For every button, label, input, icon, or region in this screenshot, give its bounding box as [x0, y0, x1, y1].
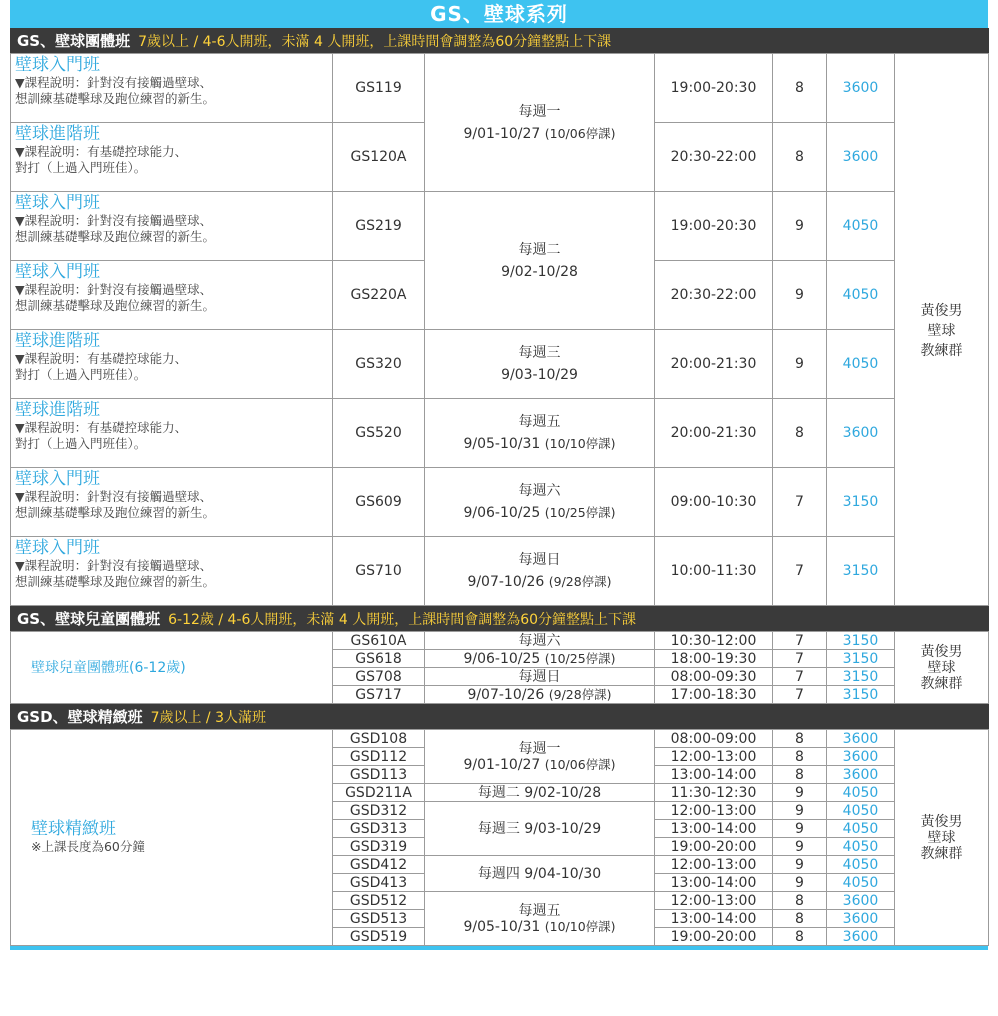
schedule-dates: 9/01-10/27: [463, 125, 541, 142]
course-cell: [11, 192, 333, 261]
course-description: 對打（上過入門班佳）。: [15, 436, 147, 451]
schedule-cell: [425, 537, 655, 606]
class-time: 10:30-12:00: [655, 632, 773, 650]
course-cell: [11, 261, 333, 330]
course-name-link[interactable]: 壁球入門班: [15, 193, 100, 213]
schedule-line: [425, 686, 655, 704]
session-count: 8: [773, 928, 827, 946]
course-code: GSD312: [333, 802, 425, 820]
price: 3600: [827, 766, 895, 784]
schedule-pause: (10/06停課): [544, 756, 616, 772]
session-count: 8: [773, 766, 827, 784]
class-time: 20:00-21:30: [655, 399, 773, 468]
price: 3600: [827, 892, 895, 910]
class-time: 17:00-18:30: [655, 686, 773, 704]
schedule-day: 每週一: [518, 740, 561, 757]
schedule-day: 每週六: [518, 483, 561, 499]
price: 3150: [827, 468, 895, 537]
course-code: GSD319: [333, 838, 425, 856]
table-row: [11, 192, 989, 261]
price: 4050: [827, 838, 895, 856]
schedule-pause: (9/28停課): [548, 574, 612, 589]
schedule-cell: [425, 892, 655, 946]
course-code: GSD112: [333, 748, 425, 766]
table-row: [11, 468, 989, 537]
session-count: 9: [773, 874, 827, 892]
schedule-day: 每週五: [518, 902, 561, 919]
class-time: 13:00-14:00: [655, 766, 773, 784]
group2-rows: [10, 631, 989, 704]
instructor-cell: [895, 730, 989, 946]
class-time: 19:00-20:30: [655, 192, 773, 261]
schedule-day: 每週日: [518, 668, 561, 685]
price: 3600: [827, 928, 895, 946]
price: 3600: [827, 123, 895, 192]
schedule-pause: (10/06停課): [544, 125, 616, 141]
course-code: GSD211A: [333, 784, 425, 802]
course-code: GS219: [333, 192, 425, 261]
group3-title: GSD、壁球精緻班: [17, 708, 143, 726]
schedule-dates-line: [425, 571, 654, 593]
session-count: 9: [773, 820, 827, 838]
course-description: 想訓練基礎擊球及跑位練習的新生。: [15, 229, 216, 244]
schedule-line: 每週三 9/03-10/29: [477, 820, 602, 837]
group2-title: GS、壁球兒童團體班: [17, 610, 161, 628]
price: 4050: [827, 856, 895, 874]
price: 3150: [827, 668, 895, 686]
course-code: GS320: [333, 330, 425, 399]
class-time: 08:00-09:00: [655, 730, 773, 748]
schedule-line: 每週二 9/02-10/28: [477, 784, 602, 801]
price: 3600: [827, 399, 895, 468]
price: 3150: [827, 686, 895, 704]
course-code: GSD313: [333, 820, 425, 838]
course-code: GS520: [333, 399, 425, 468]
schedule-pause: (10/10停課): [544, 436, 616, 451]
price: 4050: [827, 802, 895, 820]
class-time: 13:00-14:00: [655, 874, 773, 892]
schedule-pause: (10/10停課): [544, 918, 616, 934]
schedule-dates: 9/05-10/31: [463, 918, 541, 935]
schedule-cell: [425, 730, 655, 784]
schedule-dates: 9/06-10/25: [463, 505, 541, 521]
instructor-line: 教練群: [920, 675, 963, 692]
course-code: GSD519: [333, 928, 425, 946]
group3-note: 7歲以上 / 3人滿班: [150, 710, 267, 726]
table-row: [11, 537, 989, 606]
course-name-link[interactable]: 壁球入門班: [15, 538, 100, 558]
schedule-cell: [425, 399, 655, 468]
course-code: GSD513: [333, 910, 425, 928]
instructor-line: 教練群: [920, 342, 963, 359]
session-count: 7: [773, 537, 827, 606]
course-code: GSD512: [333, 892, 425, 910]
course-code: GS710: [333, 537, 425, 606]
group3-rows: [10, 729, 989, 946]
course-code: GS119: [333, 54, 425, 123]
class-time: 18:00-19:30: [655, 650, 773, 668]
group2-note: 6-12歲 / 4-6人開班，未滿 4 人開班，上課時間會調整為60分鐘整點上下課: [168, 612, 637, 628]
schedule-frame: [10, 0, 988, 950]
schedule-pause: (10/25停課): [544, 505, 616, 520]
class-time: 08:00-09:30: [655, 668, 773, 686]
course-code: GS610A: [333, 632, 425, 650]
course-description: ▼課程說明：針對沒有接觸過壁球、: [15, 558, 213, 573]
instructor-cell: [895, 632, 989, 704]
session-count: 7: [773, 632, 827, 650]
schedule-day: 每週一: [518, 103, 561, 120]
schedule-dates-line: [425, 433, 654, 455]
schedule-day: 每週日: [518, 552, 561, 568]
schedule-cell: [425, 784, 655, 802]
schedule-line: 每週四 9/04-10/30: [477, 865, 602, 882]
table-row: [11, 54, 989, 123]
course-code: GS120A: [333, 123, 425, 192]
session-count: 9: [773, 856, 827, 874]
course-description: 對打（上過入門班佳）。: [15, 160, 147, 175]
instructor-line: 壁球: [927, 829, 956, 846]
schedule-dates: 9/06-10/25: [463, 650, 541, 667]
instructor-line: 壁球: [927, 659, 956, 676]
session-count: 9: [773, 330, 827, 399]
course-description: 對打（上過入門班佳）。: [15, 367, 147, 382]
schedule-day: 每週二: [518, 241, 561, 258]
schedule-line: [425, 632, 655, 650]
table-row: [11, 730, 989, 748]
class-time: 19:00-20:00: [655, 838, 773, 856]
course-code: GS618: [333, 650, 425, 668]
course-code: GSD113: [333, 766, 425, 784]
price: 3600: [827, 54, 895, 123]
group1-header: [11, 29, 989, 53]
course-name-link[interactable]: 壁球兒童團體班(6-12歲): [11, 632, 333, 704]
group2-header: [11, 607, 989, 631]
course-description: ▼課程說明：針對沒有接觸過壁球、: [15, 75, 213, 90]
session-count: 7: [773, 468, 827, 537]
session-count: 8: [773, 123, 827, 192]
class-time: 20:30-22:00: [655, 123, 773, 192]
schedule-cell: [425, 468, 655, 537]
course-description: ▼課程說明：有基礎控球能力、: [15, 351, 188, 366]
course-description: ▼課程說明：有基礎控球能力、: [15, 144, 188, 159]
class-time: 12:00-13:00: [655, 802, 773, 820]
schedule-dates: 9/02-10/28: [501, 263, 578, 280]
session-count: 7: [773, 686, 827, 704]
course-description: 想訓練基礎擊球及跑位練習的新生。: [15, 91, 216, 106]
instructor-cell: [895, 54, 989, 606]
class-time: 19:00-20:00: [655, 928, 773, 946]
price: 4050: [827, 330, 895, 399]
session-count: 8: [773, 730, 827, 748]
group1-rows: [10, 53, 989, 606]
schedule-dates-line: [425, 919, 654, 935]
session-count: 9: [773, 802, 827, 820]
class-time: 12:00-13:00: [655, 748, 773, 766]
table-row: [11, 399, 989, 468]
schedule-dates-line: [425, 757, 654, 773]
schedule-dates: 9/05-10/31: [463, 436, 541, 452]
session-count: 9: [773, 784, 827, 802]
schedule-cell: [425, 802, 655, 856]
course-name-link[interactable]: 壁球進階班: [15, 124, 100, 144]
schedule-pause: (9/28停課): [548, 686, 612, 702]
course-description: 想訓練基礎擊球及跑位練習的新生。: [15, 298, 216, 313]
instructor-line: 教練群: [920, 845, 963, 862]
course-cell: [11, 468, 333, 537]
session-count: 9: [773, 192, 827, 261]
class-time: 12:00-13:00: [655, 856, 773, 874]
session-count: 8: [773, 910, 827, 928]
class-time: 10:00-11:30: [655, 537, 773, 606]
series-title: GS、壁球系列: [10, 0, 988, 28]
price: 4050: [827, 820, 895, 838]
course-description: ▼課程說明：有基礎控球能力、: [15, 420, 188, 435]
course-code: GS220A: [333, 261, 425, 330]
schedule-dates-line: [425, 261, 654, 283]
course-cell: [11, 730, 333, 946]
class-time: 12:00-13:00: [655, 892, 773, 910]
group1-table: [10, 28, 989, 53]
schedule-pause: (10/25停課): [544, 650, 616, 666]
session-count: 8: [773, 54, 827, 123]
price: 3600: [827, 748, 895, 766]
course-subnote: ※上課長度為60分鐘: [31, 839, 145, 854]
bottom-bar: [10, 946, 988, 950]
session-count: 8: [773, 748, 827, 766]
course-name-link[interactable]: 壁球進階班: [15, 400, 100, 420]
price: 3150: [827, 537, 895, 606]
class-time: 09:00-10:30: [655, 468, 773, 537]
session-count: 7: [773, 650, 827, 668]
group2-table: [10, 606, 989, 631]
session-count: 9: [773, 261, 827, 330]
course-description: ▼課程說明：針對沒有接觸過壁球、: [15, 489, 213, 504]
price: 4050: [827, 192, 895, 261]
course-code: GS708: [333, 668, 425, 686]
class-time: 13:00-14:00: [655, 820, 773, 838]
group1-title: GS、壁球團體班: [17, 32, 131, 50]
schedule-cell: [425, 856, 655, 892]
schedule-dates: 9/07-10/26: [467, 686, 545, 703]
schedule-dates: 9/07-10/26: [467, 574, 545, 590]
session-count: 7: [773, 668, 827, 686]
schedule-dates: 9/03-10/29: [501, 367, 578, 383]
session-count: 8: [773, 892, 827, 910]
schedule-cell: [425, 192, 655, 330]
schedule-line: [425, 668, 655, 686]
course-name-link[interactable]: 壁球進階班: [15, 331, 100, 351]
course-code: GSD412: [333, 856, 425, 874]
class-time: 19:00-20:30: [655, 54, 773, 123]
course-cell: [11, 54, 333, 123]
schedule-cell: [425, 330, 655, 399]
course-name-link[interactable]: 壁球入門班: [15, 55, 100, 75]
course-description: ▼課程說明：針對沒有接觸過壁球、: [15, 282, 213, 297]
course-description: 想訓練基礎擊球及跑位練習的新生。: [15, 574, 216, 589]
session-count: 8: [773, 399, 827, 468]
group1-note: 7歲以上 / 4-6人開班，未滿 4 人開班，上課時間會調整為60分鐘整點上下課: [138, 34, 612, 50]
schedule-line: [425, 650, 655, 668]
price: 3150: [827, 650, 895, 668]
schedule-dates-line: [425, 364, 654, 386]
instructor-line: 黃俊男: [920, 643, 963, 660]
course-cell: [11, 330, 333, 399]
course-cell: [11, 537, 333, 606]
table-row: [11, 632, 989, 650]
course-code: GS609: [333, 468, 425, 537]
course-description: ▼課程說明：針對沒有接觸過壁球、: [15, 213, 213, 228]
course-name-link[interactable]: 壁球入門班: [15, 262, 100, 282]
schedule-dates-line: [425, 502, 654, 524]
price: 4050: [827, 261, 895, 330]
instructor-line: 黃俊男: [920, 302, 963, 319]
course-cell: [11, 123, 333, 192]
table-row: [11, 330, 989, 399]
class-time: 11:30-12:30: [655, 784, 773, 802]
schedule-dates: 9/01-10/27: [463, 756, 541, 773]
instructor-line: 黃俊男: [920, 813, 963, 830]
course-code: GSD413: [333, 874, 425, 892]
class-time: 20:30-22:00: [655, 261, 773, 330]
group3-table: [10, 704, 989, 729]
class-time: 20:00-21:30: [655, 330, 773, 399]
schedule-dates-line: [425, 123, 654, 145]
price: 4050: [827, 874, 895, 892]
schedule-day: 每週六: [518, 632, 561, 649]
course-description: 想訓練基礎擊球及跑位練習的新生。: [15, 505, 216, 520]
price: 4050: [827, 784, 895, 802]
course-cell: [11, 399, 333, 468]
price: 3150: [827, 632, 895, 650]
schedule-day: 每週五: [518, 414, 561, 430]
session-count: 9: [773, 838, 827, 856]
price: 3600: [827, 910, 895, 928]
class-time: 13:00-14:00: [655, 910, 773, 928]
course-code: GSD108: [333, 730, 425, 748]
course-name-link[interactable]: 壁球入門班: [15, 469, 100, 489]
schedule-day: 每週三: [518, 345, 561, 361]
schedule-cell: [425, 54, 655, 192]
course-name-link[interactable]: 壁球精緻班: [31, 819, 116, 839]
course-code: GS717: [333, 686, 425, 704]
price: 3600: [827, 730, 895, 748]
group3-header: [11, 705, 989, 729]
instructor-line: 壁球: [927, 322, 956, 339]
